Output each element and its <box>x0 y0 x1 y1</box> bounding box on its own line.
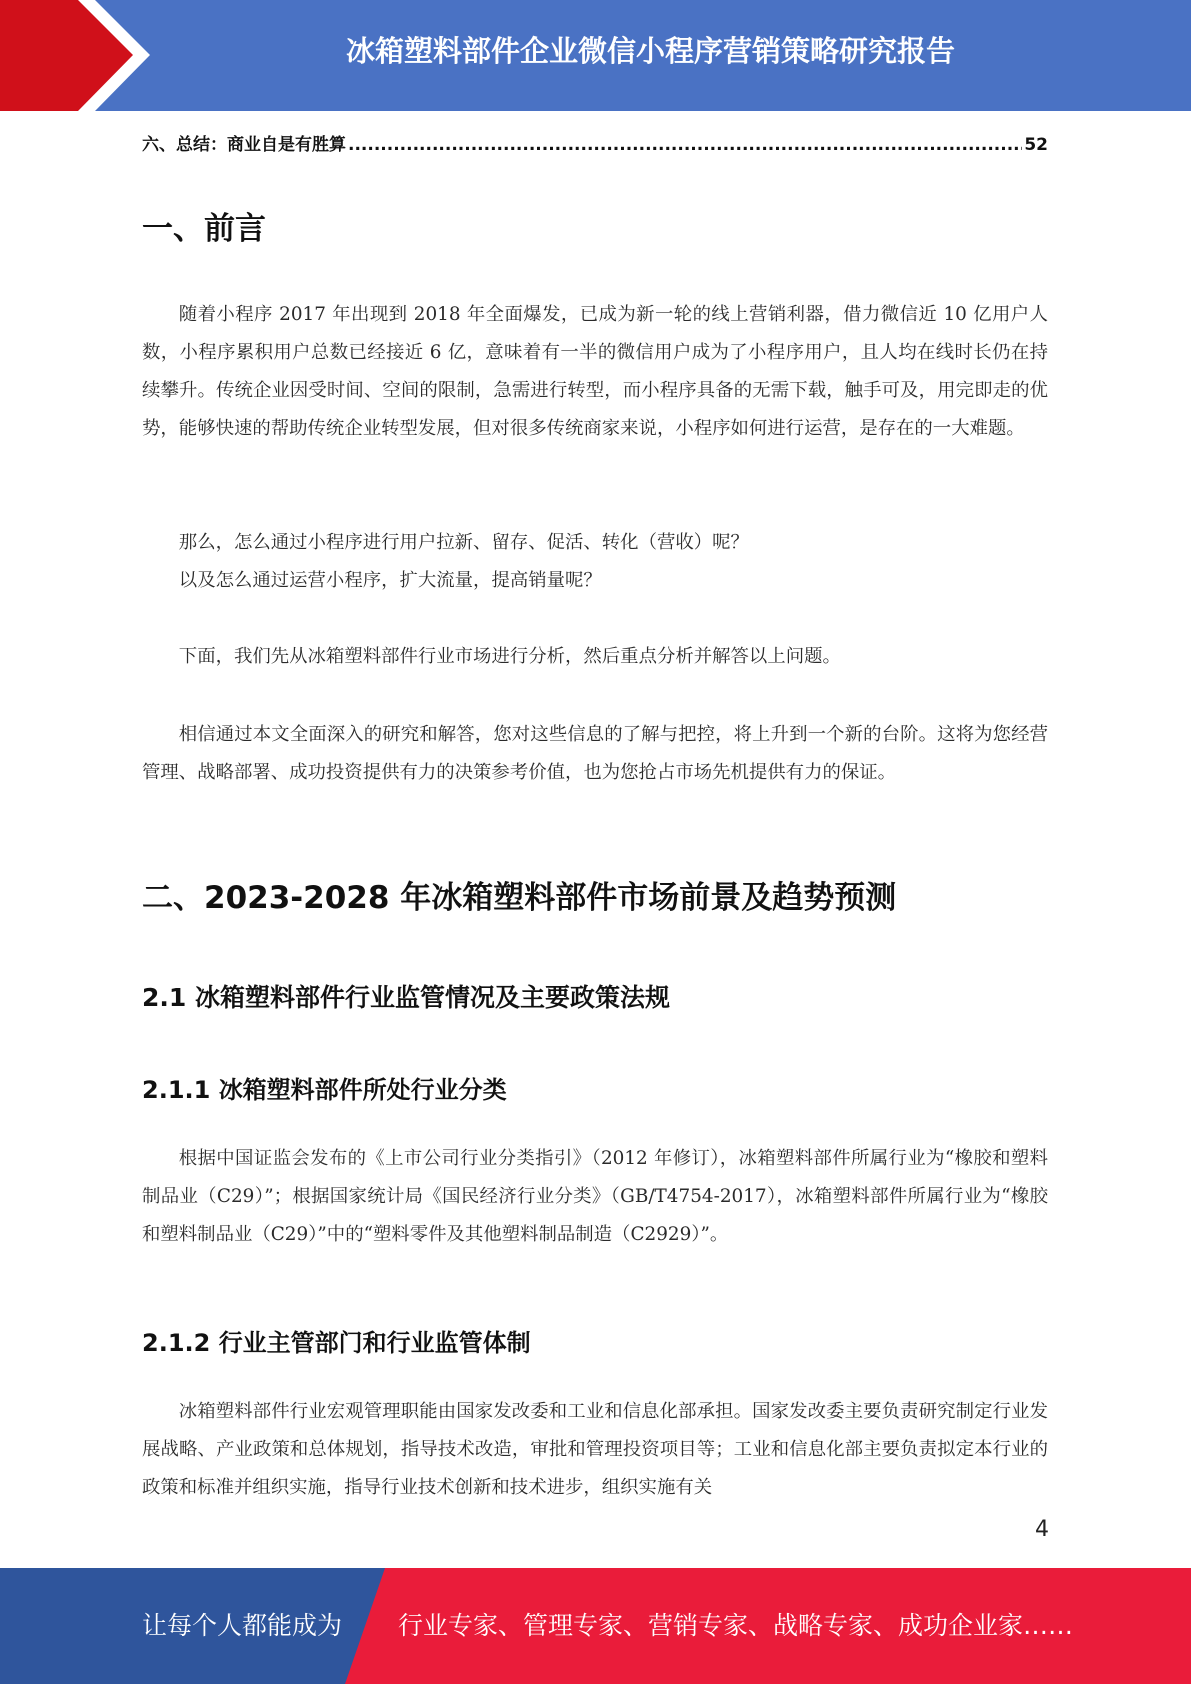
preface-paragraph: 下面，我们先从冰箱塑料部件行业市场进行分析，然后重点分析并解答以上问题。 <box>178 646 841 667</box>
subsection-heading-2-1-1: 2.1.1 冰箱塑料部件所处行业分类 <box>142 1076 507 1104</box>
preface-paragraph: 随着小程序 2017 年出现到 2018 年全面爆发，已成为新一轮的线上营销利器，借力微信近 10 亿用户人数，小程序累积用户总数已经接近 6 亿，意味着有一半的微信用户成为了小程序用户，且人均在线时长仍在持续攀升。传统企业因受时间、空间的限制，急需进行转型，而小程序具备的无需下载，触手可及，用完即走的优势，能够快速的帮助传统企业转型发展，但对很多传统商家来说，小程序如何进行运营，是存在的一大难题。 <box>142 304 1048 439</box>
toc-entry-label: 六、总结：商业自是有胜算 <box>142 135 346 155</box>
footer-banner <box>0 1568 1191 1684</box>
footer-slogan-left: 让每个人都能成为 <box>142 1611 343 1640</box>
subsection-heading-2-1: 2.1 冰箱塑料部件行业监管情况及主要政策法规 <box>142 983 670 1012</box>
preface-paragraph: 相信通过本文全面深入的研究和解答，您对这些信息的了解与把控，将上升到一个新的台阶。这将为您经营管理、战略部署、成功投资提供有力的决策参考价值，也为您抢占市场先机提供有力的保证。 <box>142 724 1048 783</box>
section-heading-preface: 一、前言 <box>142 211 266 247</box>
footer-slogan-right: 行业专家、管理专家、营销专家、战略专家、成功企业家…… <box>398 1611 1074 1640</box>
body-paragraph-2-1-2: 冰箱塑料部件行业宏观管理职能由国家发改委和工业和信息化部承担。国家发改委主要负责研究制定行业发展战略、产业政策和总体规划，指导技术改造，审批和管理投资项目等；工业和信息化部主要负责拟定本行业的政策和标准并组织实施，指导行业技术创新和技术进步，组织实施有关 <box>142 1401 1048 1498</box>
section-heading-chapter-2: 二、2023-2028 年冰箱塑料部件市场前景及趋势预测 <box>142 880 897 916</box>
preface-paragraph: 那么，怎么通过小程序进行用户拉新、留存、促活、转化（营收）呢？ <box>178 532 749 553</box>
page-number: 4 <box>1035 1517 1049 1542</box>
subsection-heading-2-1-2: 2.1.2 行业主管部门和行业监管体制 <box>142 1329 531 1357</box>
chevron-arrow-icon <box>0 0 160 111</box>
body-paragraph-2-1-1: 根据中国证监会发布的《上市公司行业分类指引》（2012 年修订），冰箱塑料部件所属行业为“橡胶和塑料制品业（C29）”；根据国家统计局《国民经济行业分类》（GB/T4754-2017），冰箱塑料部件所属行业为“橡胶和塑料制品业（C29）”中的“塑料零件及其他塑料制品制造（C2929）”。 <box>142 1148 1048 1245</box>
report-title: 冰箱塑料部件企业微信小程序营销策略研究报告 <box>345 34 955 68</box>
toc-leader-dots <box>348 135 1022 155</box>
preface-paragraph: 以及怎么通过运营小程序，扩大流量，提高销量呢？ <box>178 570 602 591</box>
toc-entry[interactable] <box>142 130 1048 155</box>
toc-entry-page: 52 <box>1024 135 1048 155</box>
header-banner <box>0 0 1191 111</box>
